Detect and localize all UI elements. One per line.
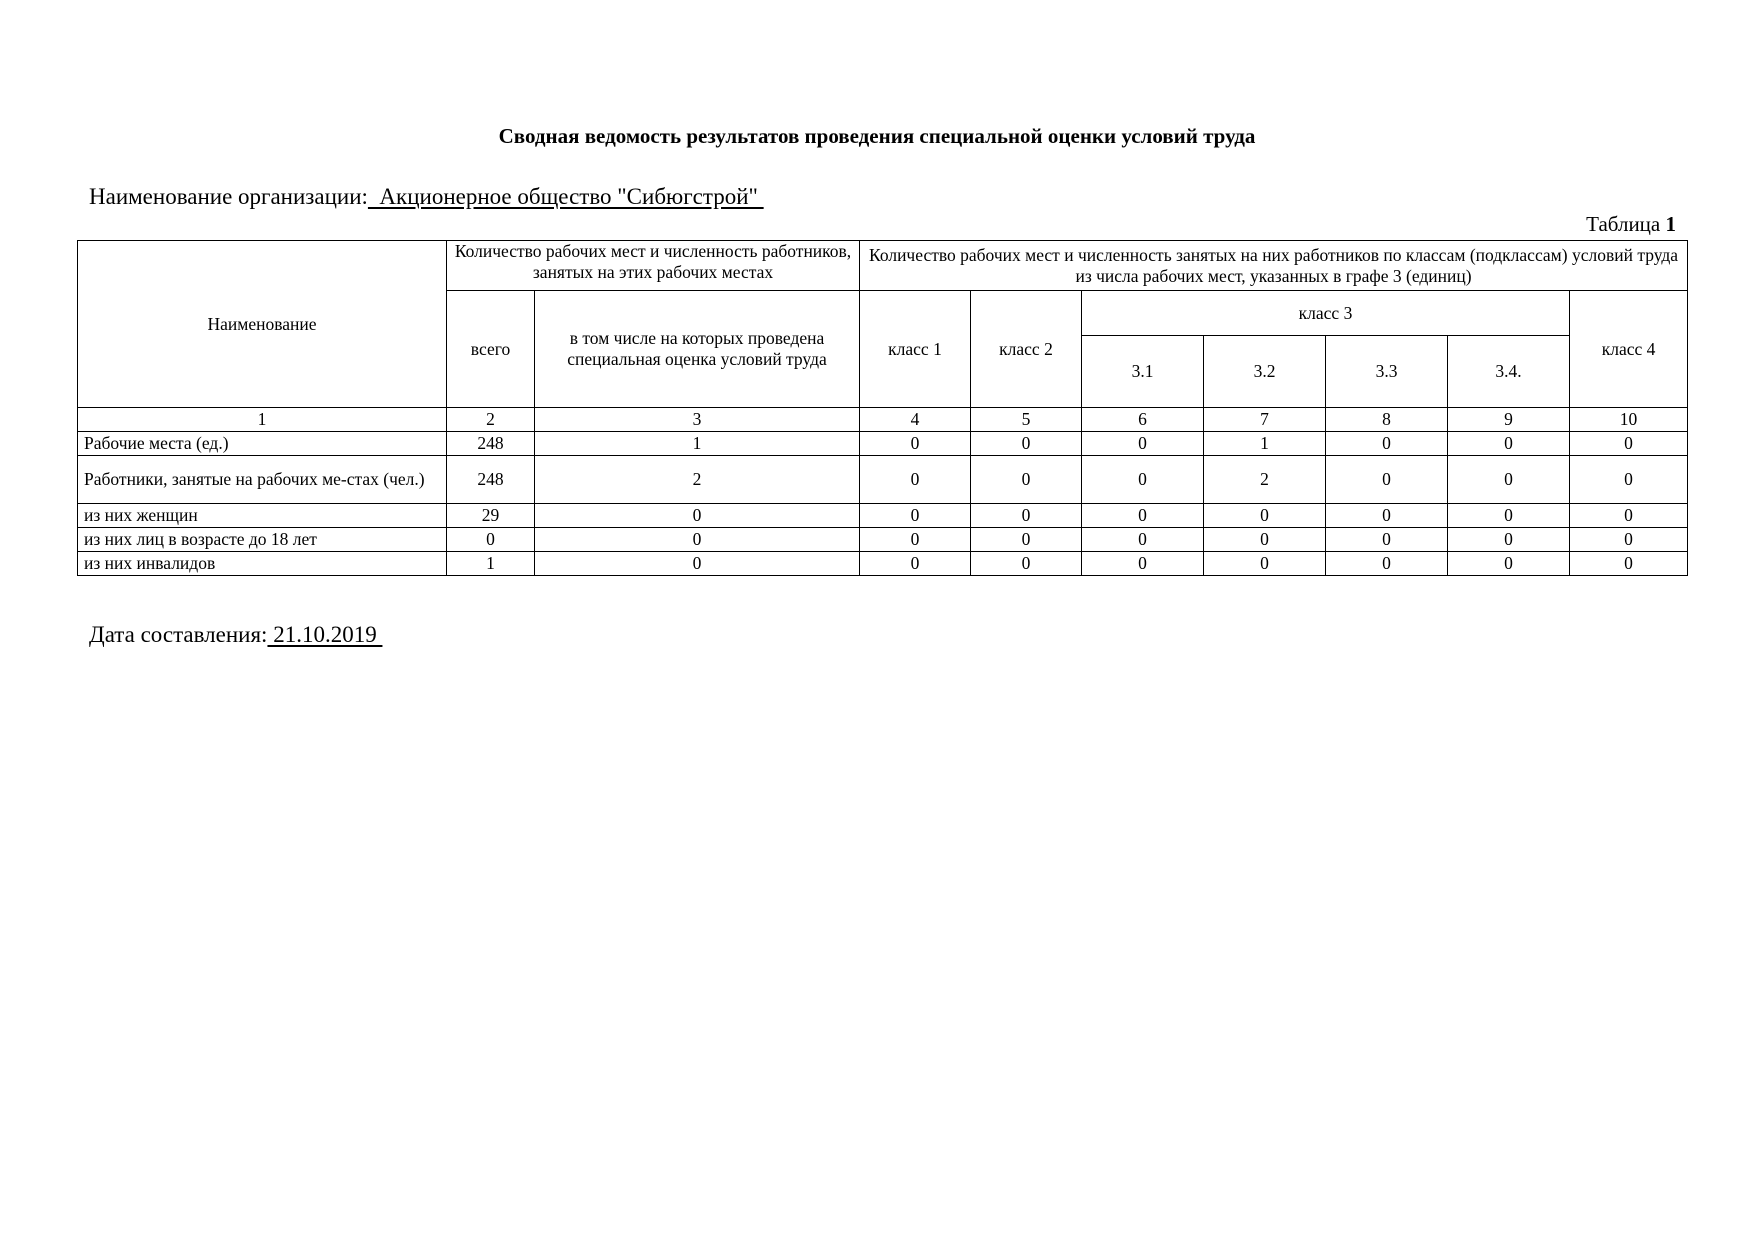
organization-name: Акционерное общество "Сибюгстрой" (367, 184, 764, 209)
table-cell: 0 (1326, 504, 1448, 528)
header-assessed: в том числе на которых проведена специальная оценка условий труда (535, 291, 860, 408)
column-number: 1 (78, 408, 447, 432)
header-class-4: класс 4 (1570, 291, 1688, 408)
table-cell: 0 (1448, 432, 1570, 456)
column-number: 4 (860, 408, 971, 432)
column-number: 3 (535, 408, 860, 432)
table-cell: 0 (1570, 552, 1688, 576)
row-label: из них женщин (78, 504, 447, 528)
header-classes-group: Количество рабочих мест и численность занятых на них работников по классам (подклассам) условий труда из числа рабочих мест, указанных в графе 3 (единиц) (860, 241, 1688, 291)
table-cell: 0 (860, 504, 971, 528)
table-cell: 0 (971, 528, 1082, 552)
row-label: из них лиц в возрасте до 18 лет (78, 528, 447, 552)
table-cell: 2 (535, 456, 860, 504)
table-row (78, 456, 1688, 504)
table-cell: 0 (1082, 504, 1204, 528)
row-label: из них инвалидов (78, 552, 447, 576)
header-subclass-3-1: 3.1 (1082, 336, 1204, 408)
table-cell: 0 (1448, 552, 1570, 576)
table-cell: 248 (447, 456, 535, 504)
table-cell: 0 (535, 552, 860, 576)
table-cell: 1 (1204, 432, 1326, 456)
table-cell: 0 (1326, 456, 1448, 504)
table-cell: 29 (447, 504, 535, 528)
table-cell: 0 (1204, 504, 1326, 528)
column-number: 6 (1082, 408, 1204, 432)
date-line (89, 622, 382, 648)
header-name: Наименование (78, 241, 447, 408)
column-number: 7 (1204, 408, 1326, 432)
table-cell: 0 (860, 432, 971, 456)
page-title: Сводная ведомость результатов проведения специальной оценки условий труда (498, 124, 1256, 148)
table-cell: 0 (535, 528, 860, 552)
table-cell: 0 (1326, 528, 1448, 552)
column-number: 10 (1570, 408, 1688, 432)
organization-line (89, 184, 764, 210)
organization-label: Наименование организации: (89, 184, 368, 209)
table-cell: 0 (447, 528, 535, 552)
table-caption (1586, 212, 1676, 237)
row-label: Работники, занятые на рабочих ме-стах (чел.) (78, 456, 447, 504)
table-cell: 1 (447, 552, 535, 576)
column-number: 5 (971, 408, 1082, 432)
table-caption-number: 1 (1665, 212, 1676, 236)
table-cell: 0 (1204, 528, 1326, 552)
table-cell: 0 (1570, 528, 1688, 552)
table-cell: 0 (971, 432, 1082, 456)
table-cell: 0 (1570, 504, 1688, 528)
table-row (78, 528, 1688, 552)
header-class-2: класс 2 (971, 291, 1082, 408)
table-cell: 0 (860, 552, 971, 576)
summary-table (77, 240, 1688, 576)
header-subclass-3-3: 3.3 (1326, 336, 1448, 408)
date-label: Дата составления: (89, 622, 268, 647)
column-number: 9 (1448, 408, 1570, 432)
table-cell: 0 (1326, 432, 1448, 456)
table-caption-prefix: Таблица (1586, 212, 1666, 236)
column-number: 2 (447, 408, 535, 432)
table-cell: 0 (1570, 432, 1688, 456)
table-cell: 248 (447, 432, 535, 456)
header-subclass-3-4: 3.4. (1448, 336, 1570, 408)
table-cell: 0 (1204, 552, 1326, 576)
table-cell: 0 (535, 504, 860, 528)
table-cell: 1 (535, 432, 860, 456)
header-total: всего (447, 291, 535, 408)
table-cell: 0 (1082, 528, 1204, 552)
table-cell: 0 (1326, 552, 1448, 576)
table-cell: 0 (1448, 456, 1570, 504)
header-workplaces-group: Количество рабочих мест и численность работников, занятых на этих рабочих местах (447, 241, 860, 291)
table-cell: 0 (1082, 456, 1204, 504)
table-row (78, 432, 1688, 456)
column-number: 8 (1326, 408, 1448, 432)
row-label: Рабочие места (ед.) (78, 432, 447, 456)
table-cell: 0 (971, 552, 1082, 576)
header-subclass-3-2: 3.2 (1204, 336, 1326, 408)
table-cell: 0 (971, 504, 1082, 528)
table-cell: 0 (1082, 432, 1204, 456)
table-cell: 0 (1082, 552, 1204, 576)
column-number-row (78, 408, 1688, 432)
table-cell: 0 (1570, 456, 1688, 504)
date-value: 21.10.2019 (267, 622, 383, 647)
table-cell: 2 (1204, 456, 1326, 504)
header-class-3: класс 3 (1082, 291, 1570, 336)
table-cell: 0 (860, 528, 971, 552)
table-cell: 0 (971, 456, 1082, 504)
table-cell: 0 (860, 456, 971, 504)
table-row (78, 552, 1688, 576)
table-row (78, 504, 1688, 528)
table-cell: 0 (1448, 504, 1570, 528)
header-class-1: класс 1 (860, 291, 971, 408)
table-cell: 0 (1448, 528, 1570, 552)
